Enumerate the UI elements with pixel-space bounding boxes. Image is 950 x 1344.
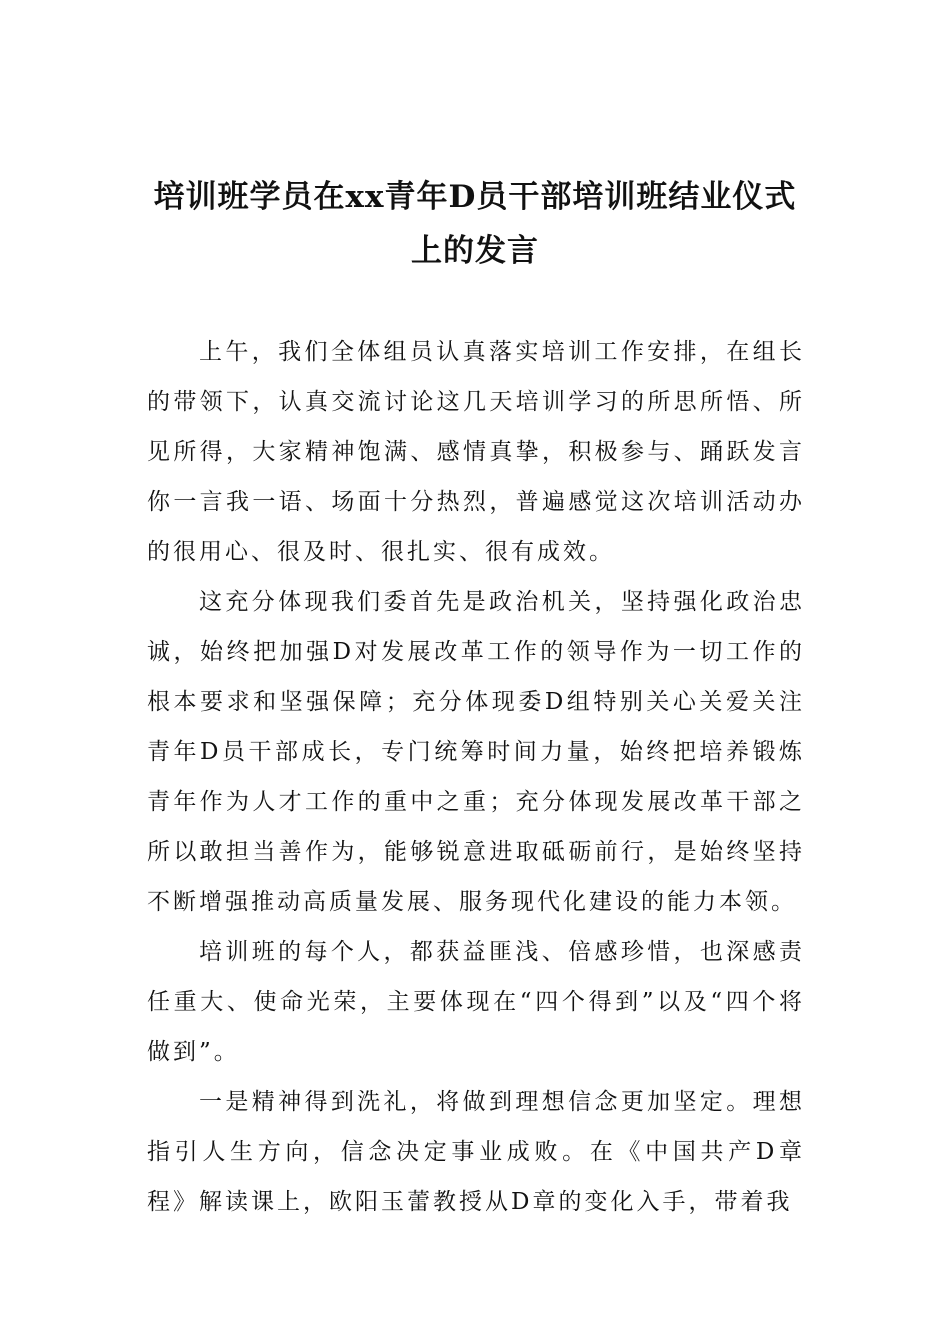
paragraph-3: 培训班的每个人，都获益匪浅、倍感珍惜，也深感责任重大、使命光荣，主要体现在“四个得到”以及“四个将做到”。 bbox=[147, 939, 805, 1065]
document-title: 培训班学员在xx青年D员干部培训班结业仪式上的发言 bbox=[153, 179, 797, 269]
document-body bbox=[147, 327, 805, 1227]
paragraph-2: 这充分体现我们委首先是政治机关，坚持强化政治忠诚，始终把加强D对发展改革工作的领导作为一切工作的根本要求和坚强保障；充分体现委D组特别关心关爱关注青年D员干部成长，专门统筹时间力量，始终把培养锻炼青年作为人才工作的重中之重；充分体现发展改革干部之所以敢担当善作为，能够锐意进取砥砺前行，是始终坚持不断增强推动高质量发展、服务现代化建设的能力本领。 bbox=[147, 589, 805, 915]
paragraph-1: 上午，我们全体组员认真落实培训工作安排，在组长的带领下，认真交流讨论这几天培训学习的所思所悟、所见所得，大家精神饱满、感情真挚，积极参与、踊跃发言你一言我一语、场面十分热烈，普遍感觉这次培训活动办的很用心、很及时、很扎实、很有成效。 bbox=[147, 339, 805, 565]
paragraph-4: 一是精神得到洗礼，将做到理想信念更加坚定。理想指引人生方向，信念决定事业成败。在《中国共产D章程》解读课上，欧阳玉蕾教授从D章的变化入手，带着我 bbox=[147, 1089, 805, 1215]
